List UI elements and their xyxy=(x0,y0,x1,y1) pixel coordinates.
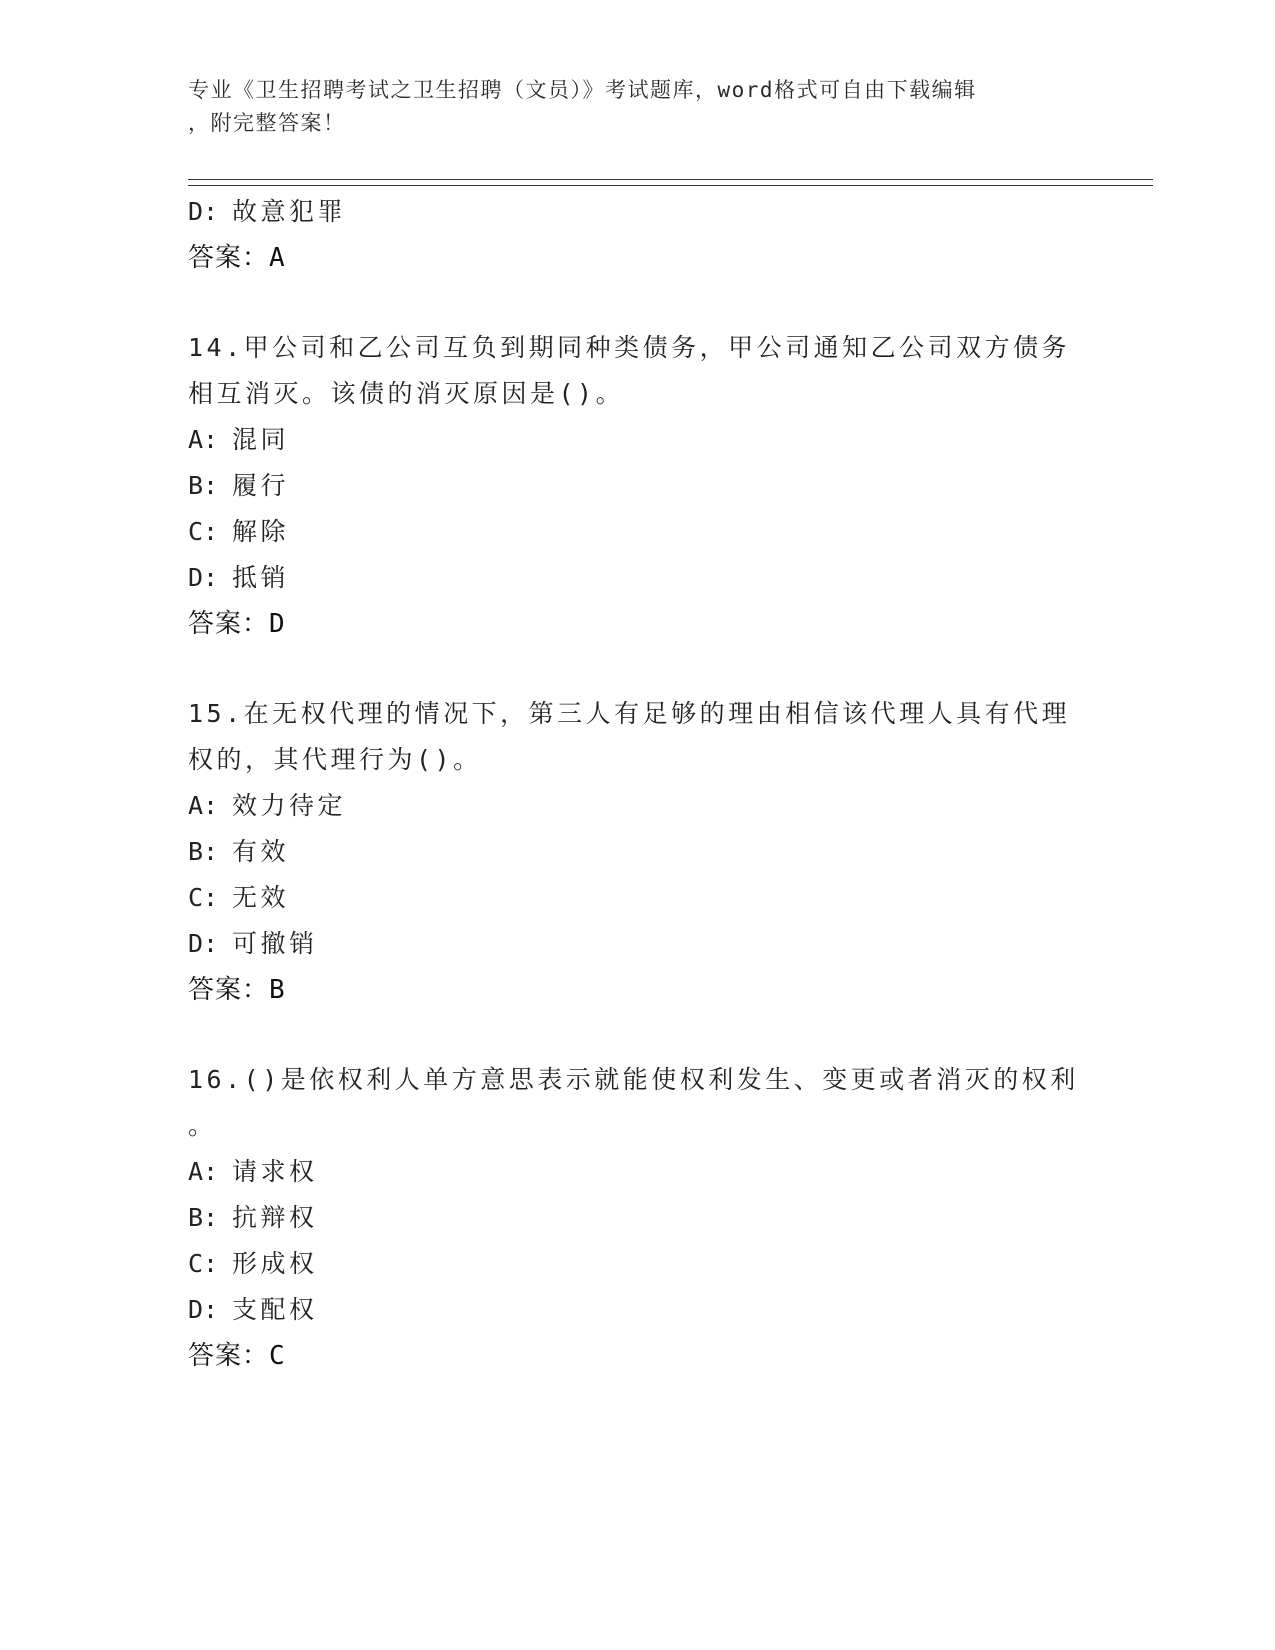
answer-line xyxy=(188,601,1088,647)
option-label: D: xyxy=(188,197,219,226)
option-label: C: xyxy=(188,1249,219,1278)
option-d xyxy=(188,1287,1088,1333)
option-d xyxy=(188,921,1088,967)
answer-value: B xyxy=(269,975,286,1005)
option-a xyxy=(188,417,1088,463)
option-text: 可撤销 xyxy=(232,929,318,958)
header-line-2: ，附完整答案！ xyxy=(188,111,346,135)
option-text: 抵销 xyxy=(232,563,290,592)
question-stem-line-1: 16.()是依权利人单方意思表示就能使权利发生、变更或者消灭的权利 xyxy=(188,1065,1079,1094)
header-divider-top xyxy=(188,179,1153,180)
option-label: D: xyxy=(188,1295,219,1324)
question-16 xyxy=(188,1057,1088,1379)
question-stem-line-1: 14.甲公司和乙公司互负到期同种类债务，甲公司通知乙公司双方债务 xyxy=(188,333,1071,362)
answer-line xyxy=(188,967,1088,1013)
question-stem-line-2: 。 xyxy=(188,1111,217,1140)
option-text: 有效 xyxy=(232,837,290,866)
option-label: B: xyxy=(188,1203,219,1232)
option-label: D: xyxy=(188,563,219,592)
option-label: D: xyxy=(188,929,219,958)
option-a xyxy=(188,1149,1088,1195)
option-label: A: xyxy=(188,1157,219,1186)
option-label: A: xyxy=(188,791,219,820)
page-header xyxy=(188,74,1068,140)
question-list xyxy=(188,189,1088,1379)
option-text: 效力待定 xyxy=(232,791,347,820)
answer-label: 答案： xyxy=(188,975,270,1005)
answer-label: 答案： xyxy=(188,1341,270,1371)
question-stem-line-2: 权的，其代理行为()。 xyxy=(188,745,482,774)
question-stem-line-2: 相互消灭。该债的消灭原因是()。 xyxy=(188,379,625,408)
question-15 xyxy=(188,691,1088,1013)
header-line-1: 专业《卫生招聘考试之卫生招聘（文员）》考试题库，word格式可自由下载编辑 xyxy=(188,78,977,102)
option-text: 解除 xyxy=(232,517,290,546)
option-text: 无效 xyxy=(232,883,290,912)
option-c xyxy=(188,509,1088,555)
option-text: 请求权 xyxy=(232,1157,318,1186)
option-c xyxy=(188,1241,1088,1287)
answer-label: 答案： xyxy=(188,609,270,639)
option-b xyxy=(188,829,1088,875)
option-label: A: xyxy=(188,425,219,454)
option-text: 履行 xyxy=(232,471,290,500)
option-d xyxy=(188,189,1088,235)
answer-value: A xyxy=(269,243,286,273)
header-divider-bottom xyxy=(188,185,1153,186)
answer-value: D xyxy=(269,609,286,639)
option-text: 形成权 xyxy=(232,1249,318,1278)
option-text: 故意犯罪 xyxy=(232,197,347,226)
option-label: C: xyxy=(188,517,219,546)
option-b xyxy=(188,1195,1088,1241)
option-c xyxy=(188,875,1088,921)
option-text: 混同 xyxy=(232,425,290,454)
option-a xyxy=(188,783,1088,829)
question-stem-line-1: 15.在无权代理的情况下，第三人有足够的理由相信该代理人具有代理 xyxy=(188,699,1071,728)
option-text: 抗辩权 xyxy=(232,1203,318,1232)
option-label: C: xyxy=(188,883,219,912)
option-d xyxy=(188,555,1088,601)
option-label: B: xyxy=(188,837,219,866)
option-text: 支配权 xyxy=(232,1295,318,1324)
answer-line xyxy=(188,235,1088,281)
answer-label: 答案： xyxy=(188,243,270,273)
option-b xyxy=(188,463,1088,509)
answer-value: C xyxy=(269,1341,286,1371)
option-label: B: xyxy=(188,471,219,500)
question-14 xyxy=(188,325,1088,647)
answer-line xyxy=(188,1333,1088,1379)
